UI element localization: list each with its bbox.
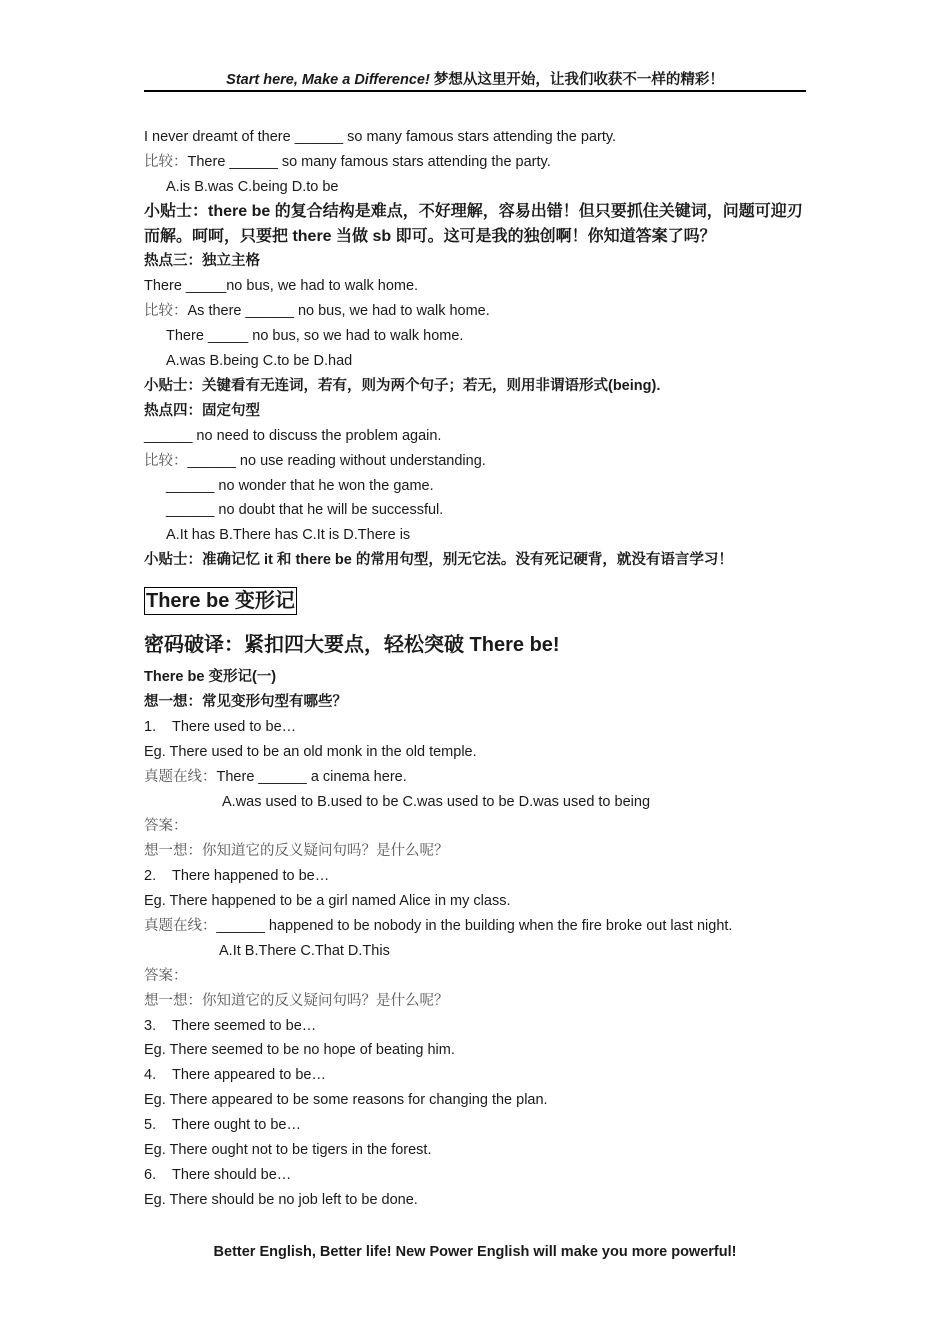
list-item (144, 1113, 806, 1138)
real-question (144, 914, 806, 939)
compare-label: 比较： (144, 303, 188, 320)
think-prompt: 想一想：常见变形句型有哪些？ (144, 693, 347, 710)
options-line: A.It has B.There has C.It is D.There is (166, 527, 411, 544)
list-item (144, 1014, 806, 1039)
example-line: Eg. There ought not to be tigers in the forest. (144, 1141, 432, 1158)
tip-paragraph: 小贴士：关键看有无连词，若有，则为两个句子；若无，则用非谓语形式(being). (144, 377, 661, 394)
think-prompt: 想一想：你知道它的反义疑问句吗？是什么呢？ (144, 992, 449, 1009)
compare-text: There ______ so many famous stars attending the party. (187, 153, 551, 170)
item-text: There appeared to be… (172, 1067, 326, 1084)
part-title: There be 变形记(一) (144, 669, 277, 686)
header-slogan-en: Start here, Make a Difference! (226, 72, 430, 88)
question-line: There _____no bus, we had to walk home. (144, 278, 419, 295)
compare-line (144, 299, 806, 324)
compare-label: 比较： (144, 452, 188, 469)
answer-label: 答案： (144, 818, 188, 835)
document-body (144, 125, 806, 1213)
options-line: A.It B.There C.That D.This (219, 942, 390, 959)
real-label: 真题在线： (144, 768, 217, 785)
list-item (144, 1063, 806, 1088)
item-text: There happened to be… (172, 868, 330, 885)
real-text: There ______ a cinema here. (216, 768, 407, 785)
list-item (144, 1163, 806, 1188)
options-line: A.was used to B.used to be C.was used to be D.was used to being (222, 793, 651, 810)
question-line: There _____ no bus, so we had to walk home. (166, 328, 464, 345)
item-number: 4. (144, 1067, 157, 1084)
tip-paragraph: 小贴士：there be 的复合结构是难点，不好理解，容易出错！但只要抓住关键词，问题可迎刃而解。呵呵，只要把 there 当做 sb 即可。这可是我的独创啊！你知道答案了吗？ (144, 202, 803, 245)
answer-label: 答案： (144, 967, 188, 984)
item-text: There should be… (172, 1166, 292, 1183)
item-number: 5. (144, 1117, 157, 1134)
example-line: Eg. There used to be an old monk in the old temple. (144, 743, 477, 760)
question-line: ______ no wonder that he won the game. (166, 477, 434, 494)
example-line: Eg. There happened to be a girl named Alice in my class. (144, 893, 511, 910)
page-footer: Better English, Better life! New Power English will make you more powerful! (213, 1244, 737, 1260)
item-text: There ought to be… (172, 1117, 301, 1134)
item-text: There used to be… (172, 718, 297, 735)
question-line: I never dreamt of there ______ so many famous stars attending the party. (144, 129, 617, 145)
boxed-title: There be 变形记 (144, 587, 297, 615)
think-prompt: 想一想：你知道它的反义疑问句吗？是什么呢？ (144, 843, 449, 860)
real-text: ______ happened to be nobody in the building when the fire broke out last night. (216, 917, 733, 934)
section-title: 热点四：固定句型 (144, 402, 260, 419)
compare-label: 比较： (144, 153, 188, 170)
question-line: ______ no doubt that he will be successful. (166, 502, 444, 519)
compare-text: As there ______ no bus, we had to walk home. (187, 303, 490, 320)
example-line: Eg. There should be no job left to be done. (144, 1191, 418, 1208)
real-question (144, 765, 806, 790)
header-slogan-cn: 梦想从这里开始，让我们收获不一样的精彩！ (429, 72, 724, 88)
item-number: 2. (144, 868, 157, 885)
page-header (144, 68, 806, 92)
item-number: 3. (144, 1017, 157, 1034)
list-item (144, 715, 806, 740)
question-line: ______ no need to discuss the problem again. (144, 427, 442, 444)
section-heading: 密码破译：紧扣四大要点，轻松突破 There be! (144, 634, 560, 657)
options-line: A.was B.being C.to be D.had (166, 353, 353, 370)
real-label: 真题在线： (144, 917, 217, 934)
item-text: There seemed to be… (172, 1017, 317, 1034)
compare-line (144, 449, 806, 474)
example-line: Eg. There seemed to be no hope of beating him. (144, 1042, 455, 1059)
list-item (144, 864, 806, 889)
compare-text: ______ no use reading without understanding. (187, 452, 486, 469)
options-line: A.is B.was C.being D.to be (166, 178, 339, 195)
example-line: Eg. There appeared to be some reasons for changing the plan. (144, 1092, 548, 1109)
item-number: 6. (144, 1166, 157, 1183)
item-number: 1. (144, 718, 157, 735)
section-title: 热点三：独立主格 (144, 253, 260, 270)
compare-line (144, 150, 806, 175)
tip-paragraph: 小贴士：准确记忆 it 和 there be 的常用句型，别无它法。没有死记硬背，就没有语言学习！ (144, 552, 733, 569)
